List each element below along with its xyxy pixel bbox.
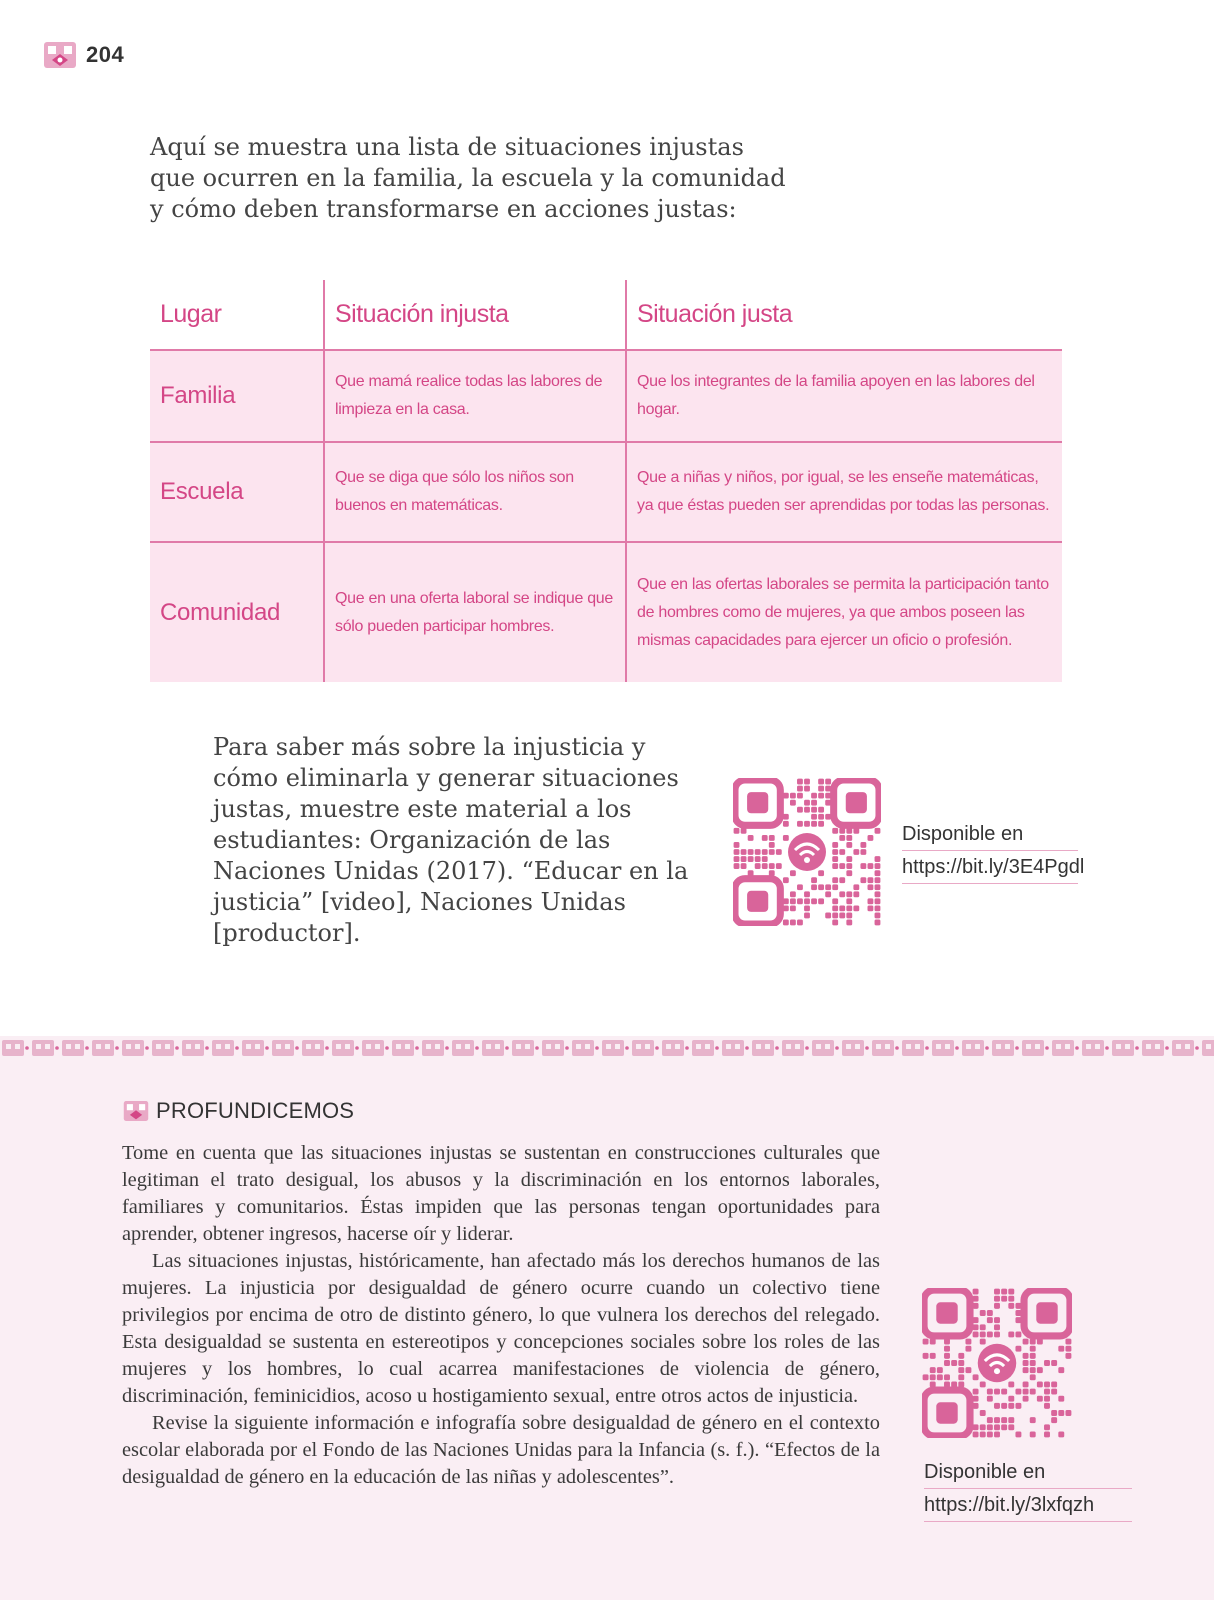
place-cell: Escuela — [150, 442, 324, 542]
header-situacion-justa: Situación justa — [626, 280, 1062, 350]
intro-text: Aquí se muestra una lista de situaciones injustas que ocurren en la familia, la escuela y la comunidad y cómo deben transformarse en acciones justas: — [150, 133, 786, 223]
place-cell: Comunidad — [150, 542, 324, 682]
unjust-cell: Que mamá realice todas las labores de limpieza en la casa. — [324, 350, 626, 442]
more-info-text: Para saber más sobre la injusticia y cómo eliminarla y generar situaciones justas, muestre este material a los estudiantes: Organización de las Naciones Unidas (2017). “Educar en la justicia” [video], Naciones Unidas [productor]. — [213, 733, 689, 947]
ornament-glyph-icon — [122, 1098, 150, 1124]
ornament-glyph-icon — [42, 38, 78, 72]
header-lugar: Lugar — [160, 300, 222, 328]
paragraph: Las situaciones injustas, históricamente, han afectado más los derechos humanos de las mujeres. La injusticia por desigualdad de género ocurre cuando un colectivo tiene privilegios por encima de otro de distinto género, lo que vulnera los derechos del relegado. Esta desigualdad se sustenta en estereotipos y concepciones sociales sobre los roles de las mujeres y los hombres, lo cual acarrea manifestaciones de violencia de género, discriminación, feminicidios, acoso u hostigamiento sexual, entre otros actos de injusticia. — [122, 1250, 880, 1407]
available-label: Disponible en — [902, 818, 1078, 851]
page-header — [42, 38, 124, 72]
situations-table — [150, 280, 1062, 682]
page-number: 204 — [86, 42, 125, 67]
just-cell: Que los integrantes de la familia apoyen en las labores del hogar. — [626, 350, 1062, 442]
profundicemos-body — [122, 1140, 880, 1491]
video-link[interactable]: https://bit.ly/3E4Pgdl — [902, 851, 1078, 884]
available-label: Disponible en — [924, 1456, 1132, 1489]
available-link-1 — [902, 818, 1085, 884]
just-cell: Que en las ofertas laborales se permita la participación tanto de hombres como de mujeres, ya que ambos poseen las mismas capacidades para ejercer un oficio o profesión. — [626, 542, 1062, 682]
ornament-border — [0, 1036, 1214, 1060]
qr-code-icon[interactable] — [922, 1288, 1072, 1438]
unjust-cell: Que se diga que sólo los niños son buenos en matemáticas. — [324, 442, 626, 542]
just-cell: Que a niñas y niños, por igual, se les enseñe matemáticas, ya que éstas pueden ser aprendidas por todas las personas. — [626, 442, 1062, 542]
section-title — [122, 1098, 354, 1124]
section-heading: PROFUNDICEMOS — [156, 1098, 355, 1123]
header-situacion-injusta: Situación injusta — [324, 280, 626, 350]
paragraph: Tome en cuenta que las situaciones injustas se sustentan en construcciones culturales que legitiman el trato desigual, los abusos y la discriminación en los entornos laborales, familiares y comunitarios. Éstas impiden que las personas tengan oportunidades para aprender, obtener ingresos, hacerse oír y liderar. — [122, 1142, 880, 1245]
place-cell: Familia — [150, 350, 324, 442]
unjust-cell: Que en una oferta laboral se indique que sólo pueden participar hombres. — [324, 542, 626, 682]
table-row — [150, 442, 1062, 542]
qr-code-icon[interactable] — [733, 778, 881, 926]
available-link-2 — [924, 1456, 1132, 1522]
table-row — [150, 350, 1062, 442]
paragraph: Revise la siguiente información e infografía sobre desigualdad de género en el contexto escolar elaborada por el Fondo de las Naciones Unidas para la Infancia (s. f.). “Efectos de la desigualdad de género en la educación de las niñas y adolescentes”. — [122, 1412, 880, 1488]
infographic-link[interactable]: https://bit.ly/3lxfqzh — [924, 1489, 1132, 1522]
table-row — [150, 542, 1062, 682]
